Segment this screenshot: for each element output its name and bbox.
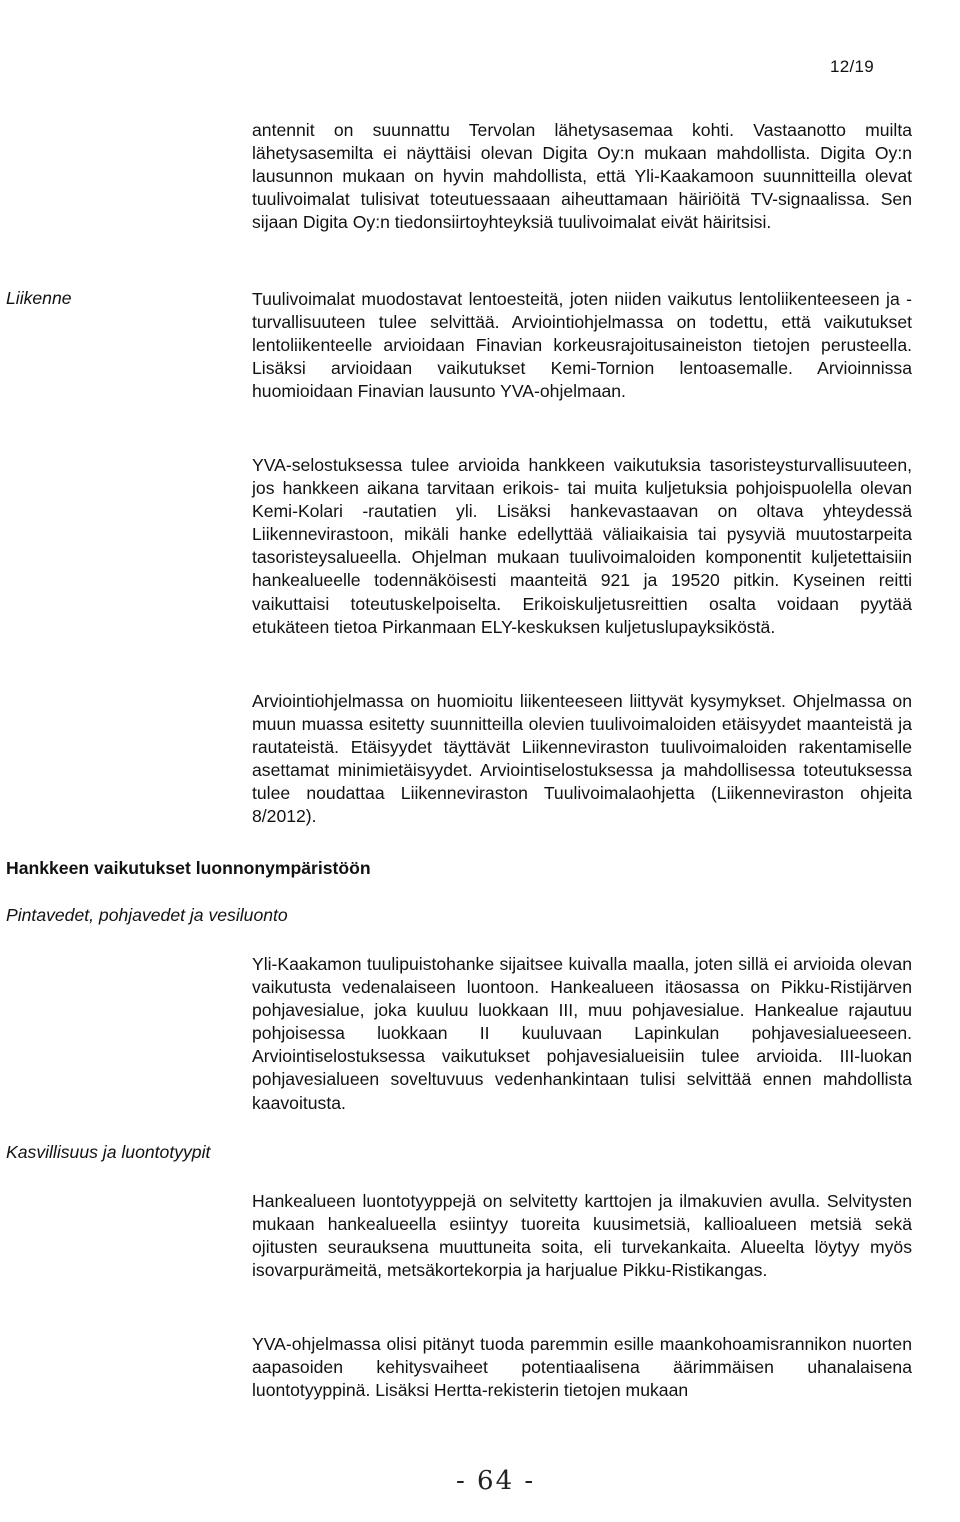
side-label-liikenne: Liikenne — [6, 288, 72, 308]
paragraph-traffic-distances: Arviointiohjelmassa on huomioitu liikenteeseen liittyvät kysymykset. Ohjelmassa on muun muassa esitetty suunnitteilla olevien tuulivoimaloiden etäisyydet maanteistä ja rautateistä. Etäisyydet täyttävät Liikenneviraston tuulivoimaloiden rakentamiselle asettamat minimietäisyydet. Arviointiselostuksessa ja mahdollisessa toteutuksessa tulee noudattaa Liikenneviraston Tuulivoimalaohjetta (Liikenneviraston ohjeita 8/2012). — [252, 691, 912, 827]
side-label-kasvillisuus: Kasvillisuus ja luontotyypit — [6, 1142, 211, 1162]
side-label-pintavedet: Pintavedet, pohjavedet ja vesiluonto — [6, 905, 288, 925]
paragraph-tv-signals: antennit on suunnattu Tervolan lähetysasemaa kohti. Vastaanotto muilta lähetysasemilta ei näyttäisi olevan Digita Oy:n mukaan mahdollista. Digita Oy:n lausunnon mukaan on hyvin mahdollista, että Yli-Kaakamoon suunnitteilla olevat tuulivoimalat tulisivat toteutuessaaan aiheuttamaan häiriöitä TV-signaalissa. Sen sijaan Digita Oy:n tiedonsiirtoyhteyksiä tuulivoimalat eivät häiritsisi. — [252, 120, 912, 233]
section-heading: Hankkeen vaikutukset luonnonympäristöön — [6, 858, 371, 878]
page-number: 12/19 — [830, 57, 875, 76]
paragraph-air-traffic: Tuulivoimalat muodostavat lentoesteitä, joten niiden vaikutus lentoliikenteeseen ja -turvallisuuteen tulee selvittää. Arviointiohjelmassa on todettu, että vaikutukset lentoliikenteelle arvioidaan Finavian korkeusrajoitusaineiston tietojen perusteella. Lisäksi arvioidaan vaikutukset Kemi-Tornion lentoasemalle. Arvioinnissa huomioidaan Finavian lausunto YVA-ohjelmaan. — [252, 289, 912, 402]
paragraph-habitat-types: Hankealueen luontotyyppejä on selvitetty karttojen ja ilmakuvien avulla. Selvitysten mukaan hankealueella esiintyy tuoreita kuusimetsiä, kallioalueen metsiä sekä ojitusten seurauksena muuttuneita soita, eli turvekankaita. Alueelta löytyy myös isovarpurämeitä, metsäkortekorpia ja harjualue Pikku-Ristikangas. — [252, 1191, 912, 1281]
paragraph-groundwater: Yli-Kaakamon tuulipuistohanke sijaitsee kuivalla maalla, joten sillä ei arvioida olevan vaikutusta vedenalaiseen luontoon. Hankealueen itäosassa on Pikku-Ristijärven pohjavesialue, joka kuuluu luokkaan III, muu pohjavesialue. Hankealue rajautuu pohjoisessa luokkaan II kuuluvaan Lapinkulan pohjavesialueeseen. Arviointiselostuksessa vaikutukset pohjavesialueisiin tulee arvioida. III-luokan pohjavesialueen soveltuvuus vedenhankintaan tulisi selvittää ennen mahdollista kaavoitusta. — [252, 954, 912, 1113]
handwritten-page-mark: - 64 - — [456, 1466, 536, 1496]
paragraph-level-crossing: YVA-selostuksessa tulee arvioida hankkeen vaikutuksia tasoristeysturvallisuuteen, jos hankkeen aikana tarvitaan erikois- tai muita kuljetuksia pohjoispuolella olevan Kemi-Kolari -rautatien yli. Lisäksi hankevastaavan on oltava yhteydessä Liikennevirastoon, mikäli hanke edellyttää väliaikaisia tai pysyviä muutostarpeita tasoristeysalueella. Ohjelman mukaan tuulivoimaloiden komponentit kuljetettaisiin hankealueelle todennäköisesti maanteitä 921 ja 19520 pitkin. Kyseinen reitti vaikuttaisi toteutuskelpoiselta. Erikoiskuljetusreittien osalta voidaan pyytää etukäteen tietoa Pirkanmaan ELY-keskuksen kuljetuslupayksiköstä. — [252, 455, 912, 637]
paragraph-aapa-mires: YVA-ohjelmassa olisi pitänyt tuoda paremmin esille maankohoamisrannikon nuorten aapasoiden kehitysvaiheet potentiaalisena äärimmäisen uhanalaisena luontotyyppinä. Lisäksi Hertta-rekisterin tietojen mukaan — [252, 1334, 912, 1401]
